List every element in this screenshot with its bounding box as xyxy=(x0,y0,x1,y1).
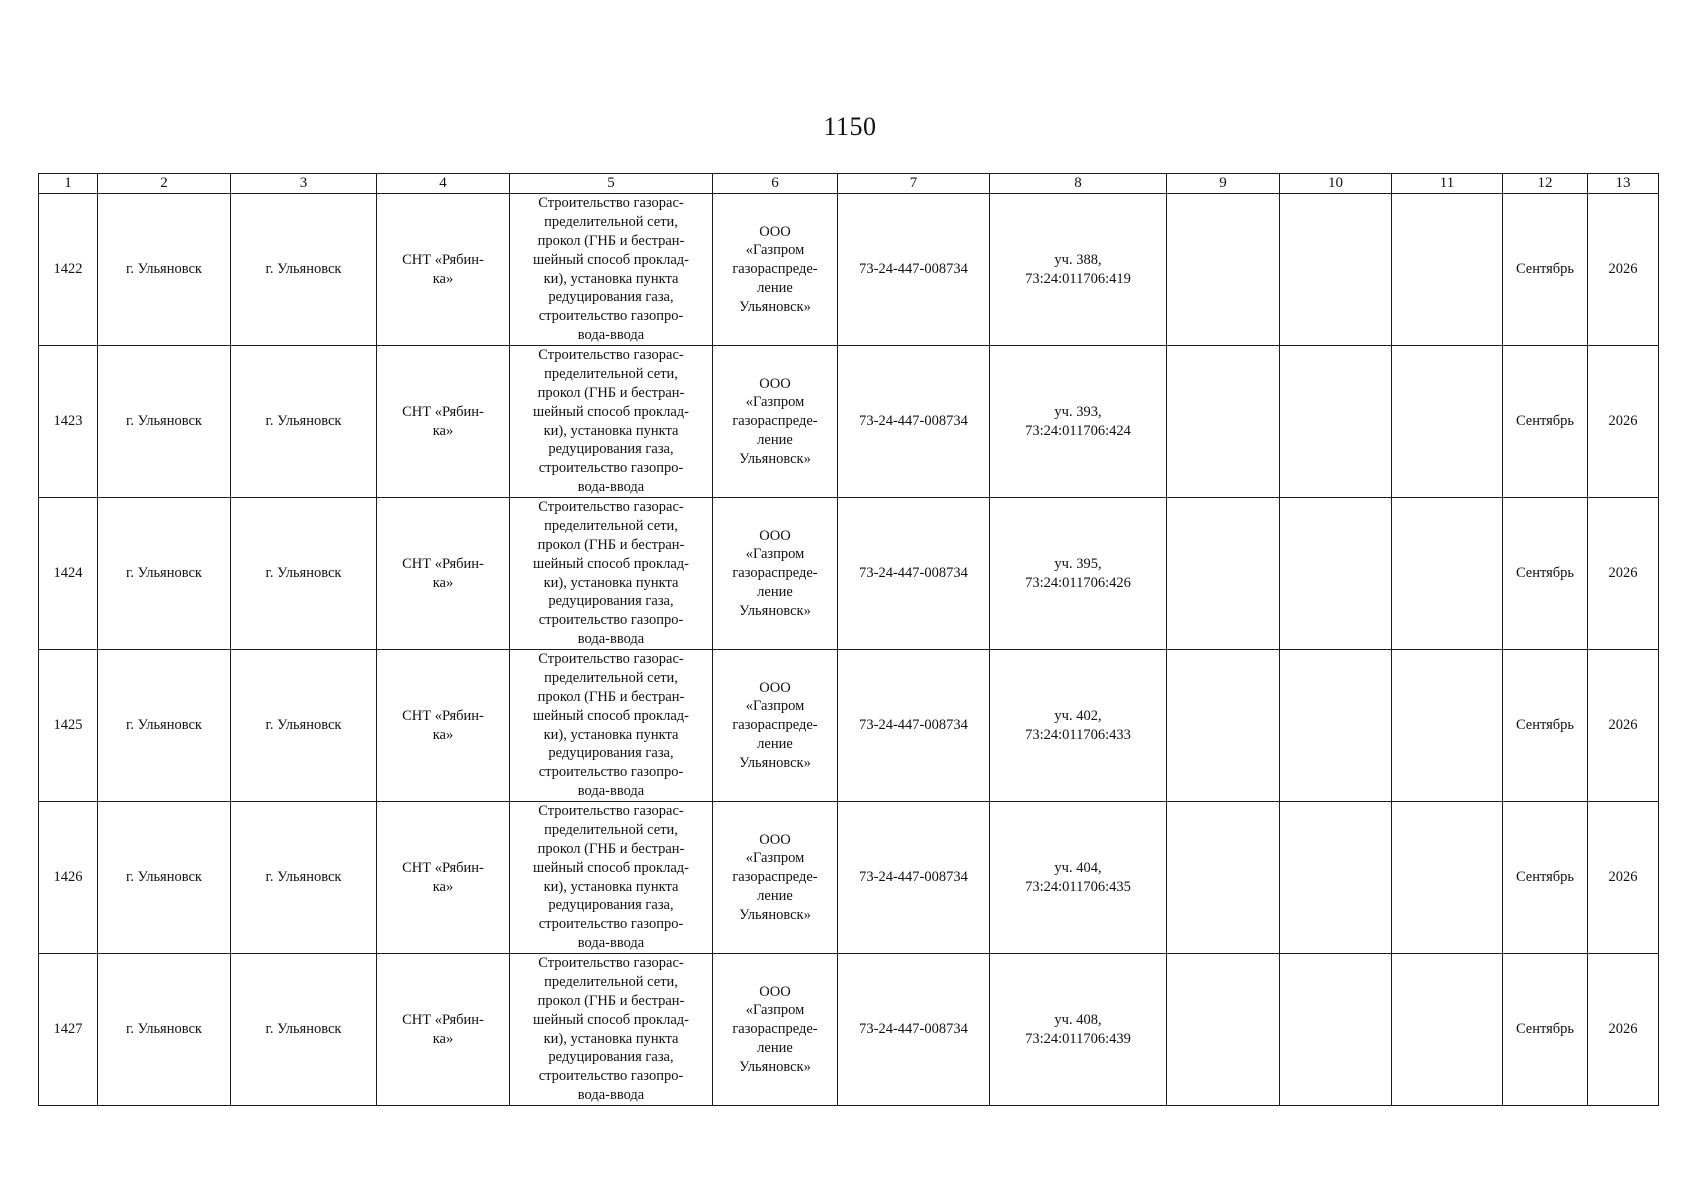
empty-cell-9 xyxy=(1167,194,1280,346)
empty-cell-11 xyxy=(1392,650,1503,802)
year-cell: 2026 xyxy=(1588,802,1659,954)
column-header: 12 xyxy=(1503,174,1588,194)
empty-cell-10 xyxy=(1280,498,1392,650)
column-header: 2 xyxy=(98,174,231,194)
row-number-cell: 1424 xyxy=(39,498,98,650)
column-header: 13 xyxy=(1588,174,1659,194)
work-description-cell xyxy=(510,802,713,954)
empty-cell-9 xyxy=(1167,802,1280,954)
organization-cell xyxy=(713,650,838,802)
locality-text: СНТ «Рябин- ка» xyxy=(402,555,484,591)
table-row xyxy=(39,498,1659,650)
work-description-cell xyxy=(510,498,713,650)
organization-text: ООО «Газпром газораспреде- ление Ульяновск» xyxy=(732,679,818,771)
application-number-cell: 73-24-447-008734 xyxy=(838,194,990,346)
empty-cell-11 xyxy=(1392,194,1503,346)
municipality-cell: г. Ульяновск xyxy=(98,802,231,954)
organization-cell xyxy=(713,954,838,1106)
gasification-schedule-table xyxy=(38,173,1659,1106)
work-description-text: Строительство газорас- пределительной сети, прокол (ГНБ и бестран- шейный способ проклад- ки), установка пункта редуцирования газа, строительство газопро- вода-ввода xyxy=(533,651,689,799)
organization-text: ООО «Газпром газораспреде- ление Ульяновск» xyxy=(732,223,818,315)
plot-cadastral-cell xyxy=(990,954,1167,1106)
work-description-cell xyxy=(510,954,713,1106)
row-number-cell: 1423 xyxy=(39,346,98,498)
column-header: 11 xyxy=(1392,174,1503,194)
plot-cadastral-text: уч. 402, 73:24:011706:433 xyxy=(1025,707,1131,743)
column-header: 5 xyxy=(510,174,713,194)
year-cell: 2026 xyxy=(1588,954,1659,1106)
locality-cell xyxy=(377,194,510,346)
row-number-cell: 1427 xyxy=(39,954,98,1106)
empty-cell-11 xyxy=(1392,346,1503,498)
empty-cell-10 xyxy=(1280,194,1392,346)
settlement-cell: г. Ульяновск xyxy=(231,954,377,1106)
year-cell: 2026 xyxy=(1588,346,1659,498)
empty-cell-11 xyxy=(1392,954,1503,1106)
organization-cell xyxy=(713,194,838,346)
column-header: 1 xyxy=(39,174,98,194)
empty-cell-9 xyxy=(1167,954,1280,1106)
column-header: 3 xyxy=(231,174,377,194)
organization-cell xyxy=(713,346,838,498)
empty-cell-9 xyxy=(1167,498,1280,650)
locality-text: СНТ «Рябин- ка» xyxy=(402,707,484,743)
row-number-cell: 1425 xyxy=(39,650,98,802)
work-description-text: Строительство газорас- пределительной сети, прокол (ГНБ и бестран- шейный способ проклад- ки), установка пункта редуцирования газа, строительство газопро- вода-ввода xyxy=(533,195,689,343)
settlement-cell: г. Ульяновск xyxy=(231,346,377,498)
work-description-cell xyxy=(510,346,713,498)
application-number-cell: 73-24-447-008734 xyxy=(838,346,990,498)
municipality-cell: г. Ульяновск xyxy=(98,194,231,346)
locality-cell xyxy=(377,498,510,650)
plot-cadastral-cell xyxy=(990,498,1167,650)
plot-cadastral-cell xyxy=(990,194,1167,346)
empty-cell-10 xyxy=(1280,954,1392,1106)
application-number-cell: 73-24-447-008734 xyxy=(838,802,990,954)
organization-text: ООО «Газпром газораспреде- ление Ульяновск» xyxy=(732,983,818,1075)
year-cell: 2026 xyxy=(1588,194,1659,346)
plot-cadastral-cell xyxy=(990,346,1167,498)
year-cell: 2026 xyxy=(1588,498,1659,650)
work-description-text: Строительство газорас- пределительной сети, прокол (ГНБ и бестран- шейный способ проклад- ки), установка пункта редуцирования газа, строительство газопро- вода-ввода xyxy=(533,347,689,495)
locality-cell xyxy=(377,954,510,1106)
locality-cell xyxy=(377,650,510,802)
locality-cell xyxy=(377,346,510,498)
settlement-cell: г. Ульяновск xyxy=(231,650,377,802)
plot-cadastral-cell xyxy=(990,650,1167,802)
plot-cadastral-text: уч. 393, 73:24:011706:424 xyxy=(1025,403,1131,439)
column-header: 10 xyxy=(1280,174,1392,194)
table-row xyxy=(39,802,1659,954)
month-cell: Сентябрь xyxy=(1503,498,1588,650)
month-cell: Сентябрь xyxy=(1503,802,1588,954)
locality-cell xyxy=(377,802,510,954)
locality-text: СНТ «Рябин- ка» xyxy=(402,251,484,287)
column-header: 6 xyxy=(713,174,838,194)
table-row xyxy=(39,650,1659,802)
empty-cell-9 xyxy=(1167,346,1280,498)
table-row xyxy=(39,954,1659,1106)
locality-text: СНТ «Рябин- ка» xyxy=(402,859,484,895)
work-description-text: Строительство газорас- пределительной сети, прокол (ГНБ и бестран- шейный способ проклад- ки), установка пункта редуцирования газа, строительство газопро- вода-ввода xyxy=(533,499,689,647)
empty-cell-10 xyxy=(1280,802,1392,954)
application-number-cell: 73-24-447-008734 xyxy=(838,954,990,1106)
municipality-cell: г. Ульяновск xyxy=(98,346,231,498)
page-number: 1150 xyxy=(823,112,877,141)
plot-cadastral-text: уч. 408, 73:24:011706:439 xyxy=(1025,1011,1131,1047)
plot-cadastral-text: уч. 404, 73:24:011706:435 xyxy=(1025,859,1131,895)
organization-cell xyxy=(713,802,838,954)
municipality-cell: г. Ульяновск xyxy=(98,498,231,650)
month-cell: Сентябрь xyxy=(1503,194,1588,346)
month-cell: Сентябрь xyxy=(1503,650,1588,802)
municipality-cell: г. Ульяновск xyxy=(98,954,231,1106)
organization-text: ООО «Газпром газораспреде- ление Ульяновск» xyxy=(732,527,818,619)
table-row xyxy=(39,194,1659,346)
application-number-cell: 73-24-447-008734 xyxy=(838,650,990,802)
column-header: 9 xyxy=(1167,174,1280,194)
locality-text: СНТ «Рябин- ка» xyxy=(402,403,484,439)
organization-text: ООО «Газпром газораспреде- ление Ульяновск» xyxy=(732,831,818,923)
municipality-cell: г. Ульяновск xyxy=(98,650,231,802)
organization-text: ООО «Газпром газораспреде- ление Ульяновск» xyxy=(732,375,818,467)
work-description-cell xyxy=(510,194,713,346)
column-header: 8 xyxy=(990,174,1167,194)
column-header: 7 xyxy=(838,174,990,194)
plot-cadastral-cell xyxy=(990,802,1167,954)
row-number-cell: 1422 xyxy=(39,194,98,346)
settlement-cell: г. Ульяновск xyxy=(231,802,377,954)
table-row xyxy=(39,346,1659,498)
application-number-cell: 73-24-447-008734 xyxy=(838,498,990,650)
column-header: 4 xyxy=(377,174,510,194)
locality-text: СНТ «Рябин- ка» xyxy=(402,1011,484,1047)
settlement-cell: г. Ульяновск xyxy=(231,498,377,650)
empty-cell-11 xyxy=(1392,498,1503,650)
plot-cadastral-text: уч. 395, 73:24:011706:426 xyxy=(1025,555,1131,591)
empty-cell-10 xyxy=(1280,650,1392,802)
year-cell: 2026 xyxy=(1588,650,1659,802)
work-description-text: Строительство газорас- пределительной сети, прокол (ГНБ и бестран- шейный способ проклад- ки), установка пункта редуцирования газа, строительство газопро- вода-ввода xyxy=(533,955,689,1103)
work-description-cell xyxy=(510,650,713,802)
month-cell: Сентябрь xyxy=(1503,954,1588,1106)
settlement-cell: г. Ульяновск xyxy=(231,194,377,346)
empty-cell-11 xyxy=(1392,802,1503,954)
work-description-text: Строительство газорас- пределительной сети, прокол (ГНБ и бестран- шейный способ проклад- ки), установка пункта редуцирования газа, строительство газопро- вода-ввода xyxy=(533,803,689,951)
empty-cell-9 xyxy=(1167,650,1280,802)
organization-cell xyxy=(713,498,838,650)
plot-cadastral-text: уч. 388, 73:24:011706:419 xyxy=(1025,251,1131,287)
empty-cell-10 xyxy=(1280,346,1392,498)
row-number-cell: 1426 xyxy=(39,802,98,954)
month-cell: Сентябрь xyxy=(1503,346,1588,498)
column-number-row xyxy=(39,174,1659,194)
